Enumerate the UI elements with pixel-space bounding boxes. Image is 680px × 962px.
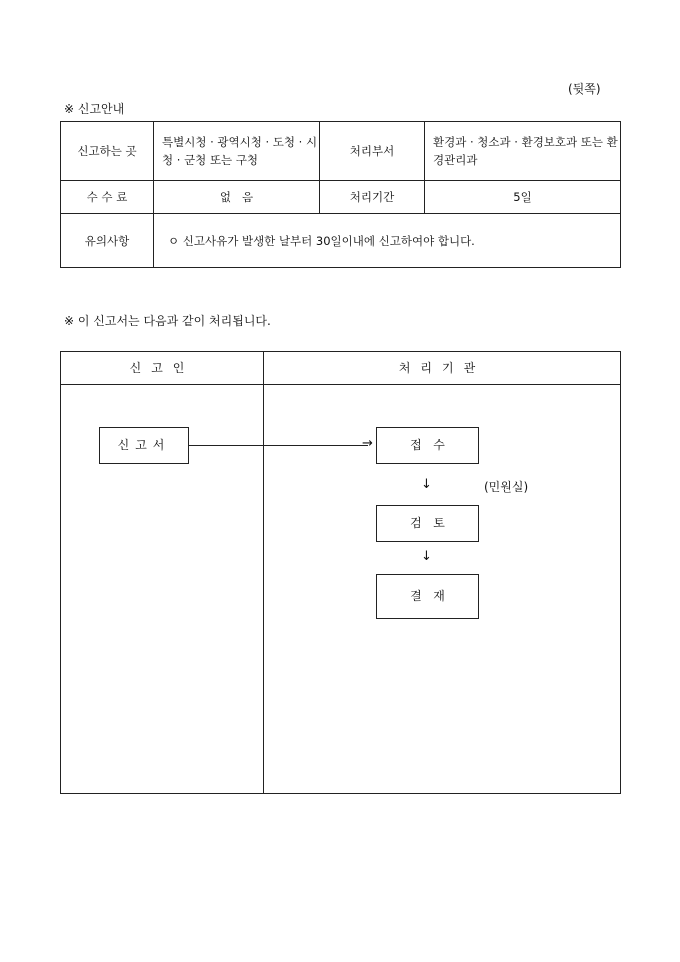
- applicant-column-header: 신고인: [129, 361, 195, 375]
- department-value: 환경과 · 청소과 · 환경보호과 또는 환경관리과: [425, 122, 621, 181]
- review-step-node: 검 토: [376, 505, 479, 542]
- office-label: 신고하는 곳: [61, 122, 154, 181]
- period-value: 5일: [425, 181, 621, 214]
- fee-label: 수 수 료: [61, 181, 154, 214]
- application-form-node: 신고서: [99, 427, 189, 464]
- flow-title: ※ 이 신고서는 다음과 같이 처리됩니다.: [64, 314, 271, 328]
- guide-title: ※ 신고안내: [64, 102, 125, 116]
- agency-column-header: 처리기관: [398, 361, 486, 375]
- department-label: 처리부서: [320, 122, 425, 181]
- guide-table: [60, 121, 621, 268]
- down-arrow-icon: ↓: [421, 549, 432, 564]
- submit-arrow-line: [188, 445, 368, 446]
- receipt-step-node: 접 수: [376, 427, 479, 464]
- notes-value: ㅇ 신고사유가 발생한 날부터 30일이내에 신고하여야 합니다.: [154, 214, 621, 268]
- page-side-label: (뒷쪽): [568, 82, 601, 96]
- period-label: 처리기간: [320, 181, 425, 214]
- fee-value: 없 음: [154, 181, 320, 214]
- approval-step-node: 결 재: [376, 574, 479, 619]
- office-value: 특별시청 · 광역시청 · 도청 · 시청 · 군청 또는 구청: [154, 122, 320, 181]
- civil-affairs-office-note: (민원실): [484, 480, 529, 494]
- process-flowchart: [60, 351, 621, 794]
- table-row: [61, 214, 621, 268]
- down-arrow-icon: ↓: [421, 477, 432, 492]
- notes-label: 유의사항: [61, 214, 154, 268]
- right-arrow-icon: →: [362, 436, 373, 451]
- column-divider: [263, 352, 264, 793]
- table-row: [61, 122, 621, 181]
- table-row: [61, 181, 621, 214]
